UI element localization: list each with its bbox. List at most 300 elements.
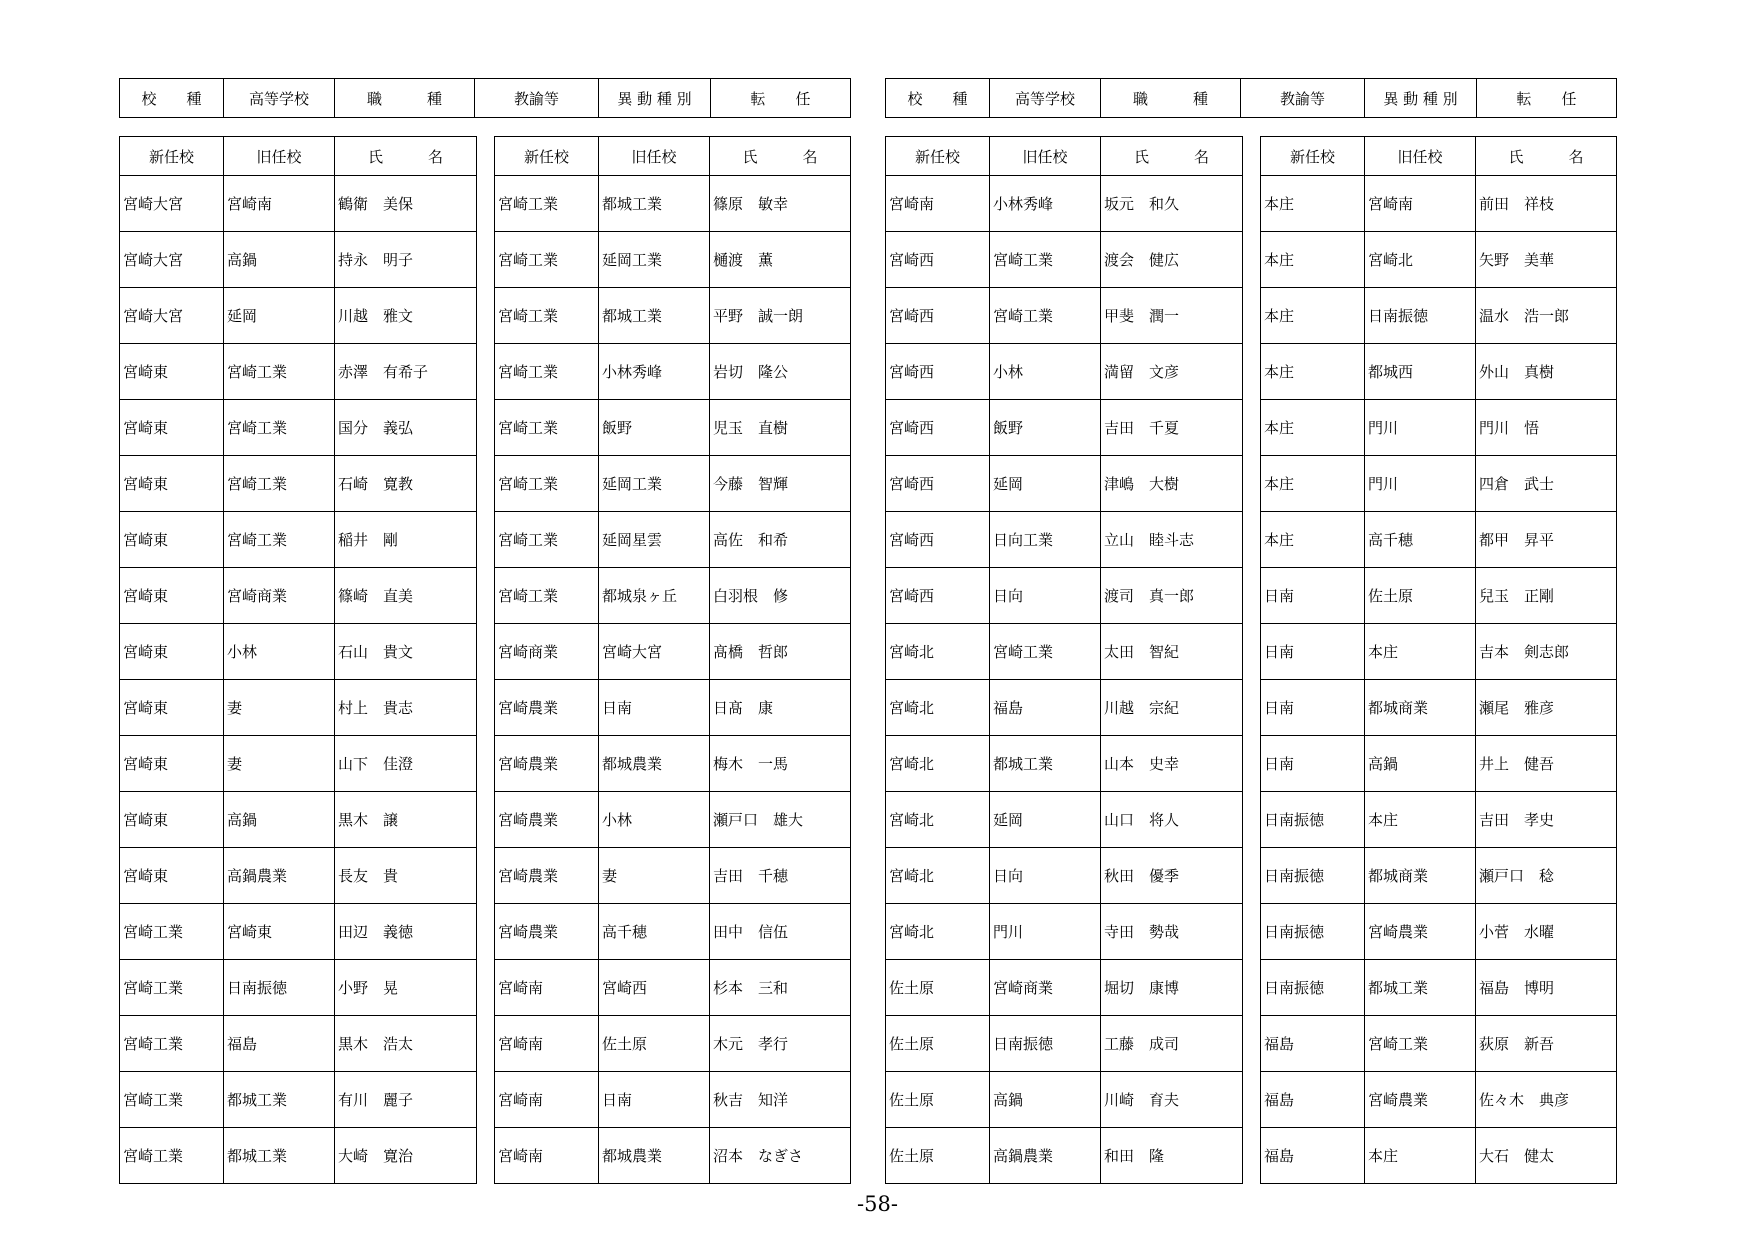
new-school-cell: 宮崎西	[886, 288, 990, 344]
old-school-cell: 小林	[990, 344, 1101, 400]
table-row	[120, 176, 477, 232]
new-school-cell: 佐土原	[886, 1072, 990, 1128]
old-school-cell: 妻	[599, 848, 710, 904]
table-row	[495, 960, 851, 1016]
teacher-name-cell: 平野 誠一朗	[710, 288, 851, 344]
old-school-cell: 宮崎工業	[224, 456, 335, 512]
table-row	[886, 680, 1243, 736]
teacher-name-cell: 川崎 育夫	[1101, 1072, 1243, 1128]
teacher-name-cell: 佐々木 典彦	[1476, 1072, 1617, 1128]
table-row	[886, 736, 1243, 792]
new-school-cell: 宮崎農業	[495, 792, 599, 848]
new-school-cell: 日南	[1261, 736, 1365, 792]
table-row	[495, 232, 851, 288]
table-row	[1261, 568, 1617, 624]
old-school-cell: 日南振徳	[224, 960, 335, 1016]
table-row	[886, 1016, 1243, 1072]
job-type-value: 教諭等	[475, 79, 599, 118]
table-row	[886, 232, 1243, 288]
table-row	[495, 456, 851, 512]
table-row	[495, 904, 851, 960]
new-school-cell: 日南振徳	[1261, 960, 1365, 1016]
teacher-name-cell: 木元 孝行	[710, 1016, 851, 1072]
table-row	[120, 400, 477, 456]
teacher-name-cell: 和田 隆	[1101, 1128, 1243, 1184]
table-row	[1261, 456, 1617, 512]
new-school-cell: 宮崎南	[495, 1072, 599, 1128]
table-row	[495, 848, 851, 904]
teacher-name-cell: 渡司 真一郎	[1101, 568, 1243, 624]
table-row	[120, 232, 477, 288]
new-school-cell: 日南振徳	[1261, 792, 1365, 848]
old-school-cell: 日向	[990, 568, 1101, 624]
table-row	[120, 624, 477, 680]
new-school-cell: 宮崎西	[886, 512, 990, 568]
old-school-cell: 日向工業	[990, 512, 1101, 568]
new-school-cell: 宮崎東	[120, 568, 224, 624]
teacher-name-cell: 吉田 孝史	[1476, 792, 1617, 848]
old-school-cell: 日南	[599, 1072, 710, 1128]
old-school-cell: 高鍋農業	[224, 848, 335, 904]
new-school-cell: 宮崎東	[120, 512, 224, 568]
teacher-name-cell: 都甲 昇平	[1476, 512, 1617, 568]
teacher-name-cell: 井上 健吾	[1476, 736, 1617, 792]
new-school-cell: 宮崎東	[120, 848, 224, 904]
teacher-name-cell: 堀切 康博	[1101, 960, 1243, 1016]
teacher-name-cell: 矢野 美華	[1476, 232, 1617, 288]
old-school-cell: 都城工業	[599, 176, 710, 232]
transfer-type-label: 異 動 種 別	[599, 79, 711, 118]
old-school-cell: 妻	[224, 736, 335, 792]
new-school-cell: 宮崎大宮	[120, 288, 224, 344]
job-type-value: 教諭等	[1241, 79, 1365, 118]
col-name: 氏 名	[710, 137, 851, 176]
new-school-cell: 宮崎工業	[495, 456, 599, 512]
transfer-type-value: 転 任	[711, 79, 851, 118]
new-school-cell: 日南	[1261, 680, 1365, 736]
new-school-cell: 本庄	[1261, 288, 1365, 344]
teacher-name-cell: 瀬戸口 雄大	[710, 792, 851, 848]
table-row	[1261, 1016, 1617, 1072]
old-school-cell: 宮崎商業	[990, 960, 1101, 1016]
old-school-cell: 宮崎商業	[224, 568, 335, 624]
new-school-cell: 宮崎工業	[120, 1072, 224, 1128]
teacher-name-cell: 坂元 和久	[1101, 176, 1243, 232]
old-school-cell: 高鍋	[1365, 736, 1476, 792]
teacher-name-cell: 温水 浩一郎	[1476, 288, 1617, 344]
col-old-school: 旧任校	[599, 137, 710, 176]
teacher-name-cell: 小菅 水曜	[1476, 904, 1617, 960]
job-type-label: 職 種	[1101, 79, 1241, 118]
table-row	[495, 1072, 851, 1128]
teacher-name-cell: 杉本 三和	[710, 960, 851, 1016]
table-row	[886, 960, 1243, 1016]
old-school-cell: 都城農業	[599, 1128, 710, 1184]
teacher-name-cell: 髙橋 哲郎	[710, 624, 851, 680]
table-row	[1261, 1128, 1617, 1184]
school-type-label: 校 種	[886, 79, 990, 118]
transfer-list-3	[885, 136, 1243, 1184]
old-school-cell: 宮崎工業	[990, 624, 1101, 680]
table-row	[495, 512, 851, 568]
table-row	[886, 1128, 1243, 1184]
table-row	[886, 456, 1243, 512]
old-school-cell: 宮崎西	[599, 960, 710, 1016]
teacher-name-cell: 山下 佳澄	[335, 736, 477, 792]
table-row	[1261, 512, 1617, 568]
teacher-name-cell: 樋渡 薫	[710, 232, 851, 288]
col-new-school: 新任校	[886, 137, 990, 176]
old-school-cell: 都城商業	[1365, 848, 1476, 904]
table-row	[886, 624, 1243, 680]
old-school-cell: 延岡	[990, 792, 1101, 848]
table-row	[886, 568, 1243, 624]
new-school-cell: 本庄	[1261, 400, 1365, 456]
teacher-name-cell: 兒玉 正剛	[1476, 568, 1617, 624]
old-school-cell: 宮崎北	[1365, 232, 1476, 288]
table-row	[1261, 176, 1617, 232]
teacher-name-cell: 山口 将人	[1101, 792, 1243, 848]
header-table-right	[885, 78, 1617, 118]
old-school-cell: 宮崎工業	[1365, 1016, 1476, 1072]
old-school-cell: 宮崎工業	[990, 288, 1101, 344]
table-row	[495, 680, 851, 736]
table-row	[886, 288, 1243, 344]
new-school-cell: 宮崎工業	[120, 1016, 224, 1072]
old-school-cell: 高鍋	[224, 792, 335, 848]
new-school-cell: 福島	[1261, 1072, 1365, 1128]
table-row	[120, 1072, 477, 1128]
teacher-name-cell: 有川 麗子	[335, 1072, 477, 1128]
teacher-name-cell: 寺田 勢哉	[1101, 904, 1243, 960]
col-new-school: 新任校	[120, 137, 224, 176]
table-row	[120, 680, 477, 736]
old-school-cell: 宮崎工業	[990, 232, 1101, 288]
old-school-cell: 都城工業	[990, 736, 1101, 792]
teacher-name-cell: 川越 雅文	[335, 288, 477, 344]
old-school-cell: 高千穂	[599, 904, 710, 960]
teacher-name-cell: 吉本 剣志郎	[1476, 624, 1617, 680]
new-school-cell: 宮崎西	[886, 232, 990, 288]
teacher-name-cell: 外山 真樹	[1476, 344, 1617, 400]
table-row	[1261, 960, 1617, 1016]
header-table-left	[119, 78, 851, 118]
new-school-cell: 宮崎南	[495, 1128, 599, 1184]
teacher-name-cell: 今藤 智輝	[710, 456, 851, 512]
old-school-cell: 宮崎工業	[224, 344, 335, 400]
old-school-cell: 宮崎農業	[1365, 1072, 1476, 1128]
new-school-cell: 宮崎工業	[120, 904, 224, 960]
teacher-name-cell: 瀬戸口 稔	[1476, 848, 1617, 904]
old-school-cell: 飯野	[599, 400, 710, 456]
new-school-cell: 佐土原	[886, 1016, 990, 1072]
col-name: 氏 名	[335, 137, 477, 176]
new-school-cell: 本庄	[1261, 512, 1365, 568]
table-row	[1261, 904, 1617, 960]
new-school-cell: 日南振徳	[1261, 848, 1365, 904]
table-row	[495, 792, 851, 848]
new-school-cell: 宮崎農業	[495, 736, 599, 792]
old-school-cell: 延岡星雲	[599, 512, 710, 568]
table-row	[886, 344, 1243, 400]
table-row	[1261, 344, 1617, 400]
job-type-label: 職 種	[335, 79, 475, 118]
teacher-name-cell: 吉田 千夏	[1101, 400, 1243, 456]
old-school-cell: 都城農業	[599, 736, 710, 792]
table-row	[1261, 736, 1617, 792]
teacher-name-cell: 福島 博明	[1476, 960, 1617, 1016]
old-school-cell: 高鍋	[990, 1072, 1101, 1128]
new-school-cell: 宮崎東	[120, 456, 224, 512]
old-school-cell: 日向	[990, 848, 1101, 904]
teacher-name-cell: 前田 祥枝	[1476, 176, 1617, 232]
new-school-cell: 日南	[1261, 568, 1365, 624]
new-school-cell: 宮崎農業	[495, 848, 599, 904]
teacher-name-cell: 児玉 直樹	[710, 400, 851, 456]
new-school-cell: 日南振徳	[1261, 904, 1365, 960]
old-school-cell: 佐土原	[599, 1016, 710, 1072]
teacher-name-cell: 荻原 新吾	[1476, 1016, 1617, 1072]
table-row	[495, 1016, 851, 1072]
teacher-name-cell: 川越 宗紀	[1101, 680, 1243, 736]
table-row	[495, 568, 851, 624]
table-row	[120, 904, 477, 960]
old-school-cell: 本庄	[1365, 792, 1476, 848]
teacher-name-cell: 山本 史幸	[1101, 736, 1243, 792]
table-row	[120, 456, 477, 512]
old-school-cell: 宮崎南	[224, 176, 335, 232]
teacher-name-cell: 門川 悟	[1476, 400, 1617, 456]
old-school-cell: 宮崎工業	[224, 400, 335, 456]
teacher-name-cell: 甲斐 潤一	[1101, 288, 1243, 344]
col-old-school: 旧任校	[224, 137, 335, 176]
teacher-name-cell: 吉田 千穂	[710, 848, 851, 904]
table-row	[495, 400, 851, 456]
teacher-name-cell: 大石 健太	[1476, 1128, 1617, 1184]
transfer-type-label: 異 動 種 別	[1365, 79, 1477, 118]
new-school-cell: 宮崎北	[886, 736, 990, 792]
new-school-cell: 宮崎工業	[495, 288, 599, 344]
school-type-label: 校 種	[120, 79, 224, 118]
table-row	[120, 288, 477, 344]
old-school-cell: 高鍋	[224, 232, 335, 288]
old-school-cell: 日南振徳	[1365, 288, 1476, 344]
teacher-name-cell: 津嶋 大樹	[1101, 456, 1243, 512]
table-row	[1261, 400, 1617, 456]
teacher-name-cell: 梅木 一馬	[710, 736, 851, 792]
table-row	[1261, 792, 1617, 848]
old-school-cell: 都城商業	[1365, 680, 1476, 736]
teacher-name-cell: 工藤 成司	[1101, 1016, 1243, 1072]
new-school-cell: 宮崎東	[120, 792, 224, 848]
school-type-value: 高等学校	[990, 79, 1101, 118]
teacher-name-cell: 黒木 浩太	[335, 1016, 477, 1072]
new-school-cell: 本庄	[1261, 344, 1365, 400]
old-school-cell: 高鍋農業	[990, 1128, 1101, 1184]
teacher-name-cell: 持永 明子	[335, 232, 477, 288]
old-school-cell: 妻	[224, 680, 335, 736]
old-school-cell: 都城西	[1365, 344, 1476, 400]
new-school-cell: 宮崎北	[886, 848, 990, 904]
school-type-value: 高等学校	[224, 79, 335, 118]
teacher-name-cell: 石山 貴文	[335, 624, 477, 680]
teacher-name-cell: 小野 晃	[335, 960, 477, 1016]
transfer-type-value: 転 任	[1477, 79, 1617, 118]
transfer-list-1	[119, 136, 477, 1184]
new-school-cell: 佐土原	[886, 960, 990, 1016]
new-school-cell: 宮崎工業	[495, 400, 599, 456]
new-school-cell: 宮崎南	[495, 960, 599, 1016]
old-school-cell: 宮崎東	[224, 904, 335, 960]
old-school-cell: 高千穂	[1365, 512, 1476, 568]
page-number: -58-	[857, 1192, 898, 1216]
table-row	[120, 1016, 477, 1072]
new-school-cell: 宮崎東	[120, 344, 224, 400]
teacher-name-cell: 白羽根 修	[710, 568, 851, 624]
old-school-cell: 延岡工業	[599, 232, 710, 288]
teacher-name-cell: 太田 智紀	[1101, 624, 1243, 680]
old-school-cell: 佐土原	[1365, 568, 1476, 624]
col-old-school: 旧任校	[1365, 137, 1476, 176]
table-row	[120, 792, 477, 848]
old-school-cell: 門川	[990, 904, 1101, 960]
old-school-cell: 延岡	[990, 456, 1101, 512]
new-school-cell: 宮崎工業	[495, 176, 599, 232]
table-row	[886, 512, 1243, 568]
col-old-school: 旧任校	[990, 137, 1101, 176]
old-school-cell: 門川	[1365, 456, 1476, 512]
table-row	[1261, 1072, 1617, 1128]
old-school-cell: 小林	[599, 792, 710, 848]
new-school-cell: 宮崎東	[120, 624, 224, 680]
teacher-name-cell: 赤澤 有希子	[335, 344, 477, 400]
table-row	[1261, 288, 1617, 344]
table-row	[1261, 232, 1617, 288]
old-school-cell: 日南	[599, 680, 710, 736]
teacher-name-cell: 岩切 隆公	[710, 344, 851, 400]
new-school-cell: 宮崎西	[886, 400, 990, 456]
new-school-cell: 宮崎北	[886, 680, 990, 736]
new-school-cell: 宮崎大宮	[120, 232, 224, 288]
new-school-cell: 宮崎工業	[495, 512, 599, 568]
old-school-cell: 福島	[224, 1016, 335, 1072]
new-school-cell: 宮崎北	[886, 904, 990, 960]
table-row	[1261, 680, 1617, 736]
new-school-cell: 福島	[1261, 1016, 1365, 1072]
new-school-cell: 福島	[1261, 1128, 1365, 1184]
old-school-cell: 宮崎大宮	[599, 624, 710, 680]
teacher-name-cell: 田中 信伍	[710, 904, 851, 960]
teacher-name-cell: 沼本 なぎさ	[710, 1128, 851, 1184]
col-name: 氏 名	[1101, 137, 1243, 176]
new-school-cell: 宮崎南	[495, 1016, 599, 1072]
teacher-name-cell: 稲井 剛	[335, 512, 477, 568]
new-school-cell: 宮崎西	[886, 344, 990, 400]
new-school-cell: 日南	[1261, 624, 1365, 680]
new-school-cell: 宮崎工業	[120, 1128, 224, 1184]
old-school-cell: 飯野	[990, 400, 1101, 456]
old-school-cell: 小林秀峰	[599, 344, 710, 400]
table-row	[120, 960, 477, 1016]
teacher-name-cell: 大崎 寛治	[335, 1128, 477, 1184]
teacher-name-cell: 黒木 譲	[335, 792, 477, 848]
table-row	[886, 904, 1243, 960]
table-row	[120, 736, 477, 792]
old-school-cell: 都城泉ヶ丘	[599, 568, 710, 624]
new-school-cell: 佐土原	[886, 1128, 990, 1184]
teacher-name-cell: 鶴衛 美保	[335, 176, 477, 232]
table-row	[120, 512, 477, 568]
table-row	[886, 176, 1243, 232]
teacher-name-cell: 田辺 義徳	[335, 904, 477, 960]
teacher-name-cell: 秋吉 知洋	[710, 1072, 851, 1128]
teacher-name-cell: 瀬尾 雅彦	[1476, 680, 1617, 736]
old-school-cell: 延岡工業	[599, 456, 710, 512]
new-school-cell: 本庄	[1261, 232, 1365, 288]
new-school-cell: 宮崎東	[120, 400, 224, 456]
new-school-cell: 宮崎工業	[495, 568, 599, 624]
new-school-cell: 宮崎農業	[495, 680, 599, 736]
teacher-name-cell: 立山 睦斗志	[1101, 512, 1243, 568]
new-school-cell: 宮崎東	[120, 736, 224, 792]
new-school-cell: 宮崎北	[886, 792, 990, 848]
teacher-name-cell: 篠崎 直美	[335, 568, 477, 624]
new-school-cell: 宮崎農業	[495, 904, 599, 960]
old-school-cell: 門川	[1365, 400, 1476, 456]
old-school-cell: 都城工業	[224, 1128, 335, 1184]
old-school-cell: 宮崎南	[1365, 176, 1476, 232]
old-school-cell: 都城工業	[224, 1072, 335, 1128]
table-row	[886, 1072, 1243, 1128]
new-school-cell: 宮崎南	[886, 176, 990, 232]
table-row	[886, 400, 1243, 456]
old-school-cell: 延岡	[224, 288, 335, 344]
new-school-cell: 宮崎工業	[495, 344, 599, 400]
new-school-cell: 宮崎商業	[495, 624, 599, 680]
old-school-cell: 福島	[990, 680, 1101, 736]
transfer-list-2	[494, 136, 851, 1184]
transfer-list-4	[1260, 136, 1617, 1184]
teacher-name-cell: 石崎 寛教	[335, 456, 477, 512]
new-school-cell: 宮崎工業	[495, 232, 599, 288]
col-name: 氏 名	[1476, 137, 1617, 176]
new-school-cell: 本庄	[1261, 176, 1365, 232]
table-row	[120, 344, 477, 400]
new-school-cell: 宮崎東	[120, 680, 224, 736]
new-school-cell: 宮崎工業	[120, 960, 224, 1016]
new-school-cell: 本庄	[1261, 456, 1365, 512]
teacher-name-cell: 篠原 敏幸	[710, 176, 851, 232]
table-row	[495, 176, 851, 232]
old-school-cell: 都城工業	[599, 288, 710, 344]
table-row	[495, 624, 851, 680]
table-row	[495, 736, 851, 792]
old-school-cell: 宮崎工業	[224, 512, 335, 568]
new-school-cell: 宮崎西	[886, 568, 990, 624]
old-school-cell: 本庄	[1365, 1128, 1476, 1184]
new-school-cell: 宮崎北	[886, 624, 990, 680]
teacher-name-cell: 渡会 健広	[1101, 232, 1243, 288]
table-row	[886, 848, 1243, 904]
new-school-cell: 宮崎大宮	[120, 176, 224, 232]
table-row	[495, 1128, 851, 1184]
teacher-name-cell: 満留 文彦	[1101, 344, 1243, 400]
table-row	[1261, 848, 1617, 904]
table-row	[120, 848, 477, 904]
table-row	[120, 1128, 477, 1184]
old-school-cell: 宮崎農業	[1365, 904, 1476, 960]
teacher-name-cell: 国分 義弘	[335, 400, 477, 456]
